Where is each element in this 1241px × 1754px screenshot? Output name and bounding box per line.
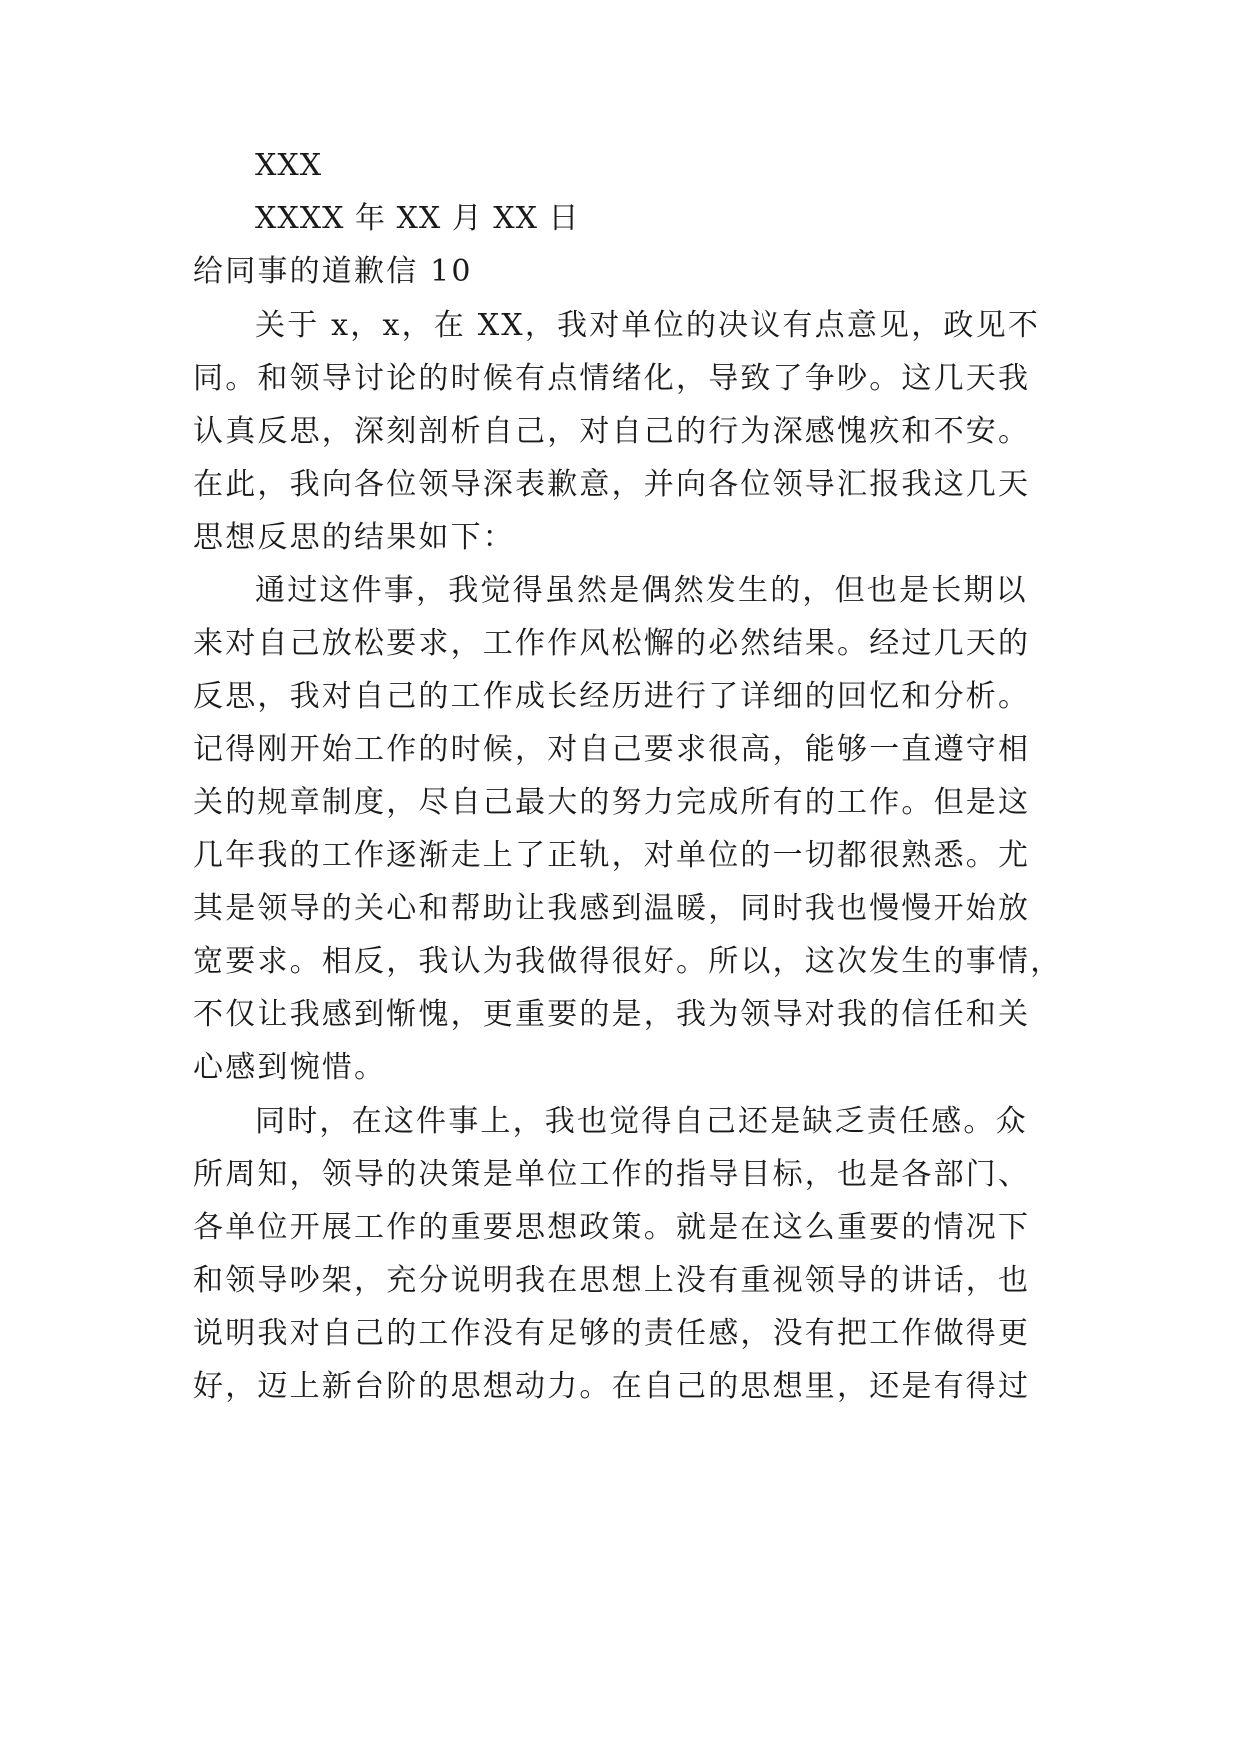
paragraph-line: 好，迈上新台阶的思想动力。在自己的思想里，还是有得过: [193, 1369, 1031, 1404]
paragraph-line: 不仅让我感到惭愧，更重要的是，我为领导对我的信任和关: [193, 997, 1031, 1032]
paragraph-line: 记得刚开始工作的时候，对自己要求很高，能够一直遵守相: [193, 732, 1031, 767]
signature-date: XXXX 年 XX 月 XX 日: [255, 201, 580, 236]
paragraph-line: 其是领导的关心和帮助让我感到温暖，同时我也慢慢开始放: [193, 891, 1031, 926]
paragraph-line: 来对自己放松要求，工作作风松懈的必然结果。经过几天的: [193, 626, 1031, 661]
paragraph-line: 在此，我向各位领导深表歉意，并向各位领导汇报我这几天: [193, 467, 1031, 502]
paragraph-line: 几年我的工作逐渐走上了正轨，对单位的一切都很熟悉。尤: [193, 838, 1031, 873]
signature-name: XXX: [255, 148, 323, 183]
paragraph-line: 心感到惋惜。: [193, 1050, 387, 1085]
paragraph-line: 和领导吵架，充分说明我在思想上没有重视领导的讲话，也: [193, 1263, 1031, 1298]
paragraph-line: 说明我对自己的工作没有足够的责任感，没有把工作做得更: [193, 1316, 1031, 1351]
paragraph-line: 反思，我对自己的工作成长经历进行了详细的回忆和分析。: [193, 679, 1031, 714]
paragraph-line: 宽要求。相反，我认为我做得很好。所以，这次发生的事情，: [193, 944, 1063, 979]
paragraph-line: 同。和领导讨论的时候有点情绪化，导致了争吵。这几天我: [193, 361, 1031, 396]
paragraph-line: 各单位开展工作的重要思想政策。就是在这么重要的情况下: [193, 1210, 1031, 1245]
paragraph-line: 关于 x，x，在 XX，我对单位的决议有点意见，政见不: [255, 308, 1041, 343]
paragraph-line: 同时，在这件事上，我也觉得自己还是缺乏责任感。众: [255, 1104, 1028, 1139]
paragraph-line: 关的规章制度，尽自己最大的努力完成所有的工作。但是这: [193, 785, 1031, 820]
paragraph-line: 思想反思的结果如下：: [193, 520, 515, 555]
paragraph-line: 认真反思，深刻剖析自己，对自己的行为深感愧疚和不安。: [193, 414, 1031, 449]
paragraph-line: 所周知，领导的决策是单位工作的指导目标，也是各部门、: [193, 1157, 1031, 1192]
letter-title: 给同事的道歉信 10: [193, 254, 473, 289]
paragraph-line: 通过这件事，我觉得虽然是偶然发生的，但也是长期以: [255, 573, 1028, 608]
